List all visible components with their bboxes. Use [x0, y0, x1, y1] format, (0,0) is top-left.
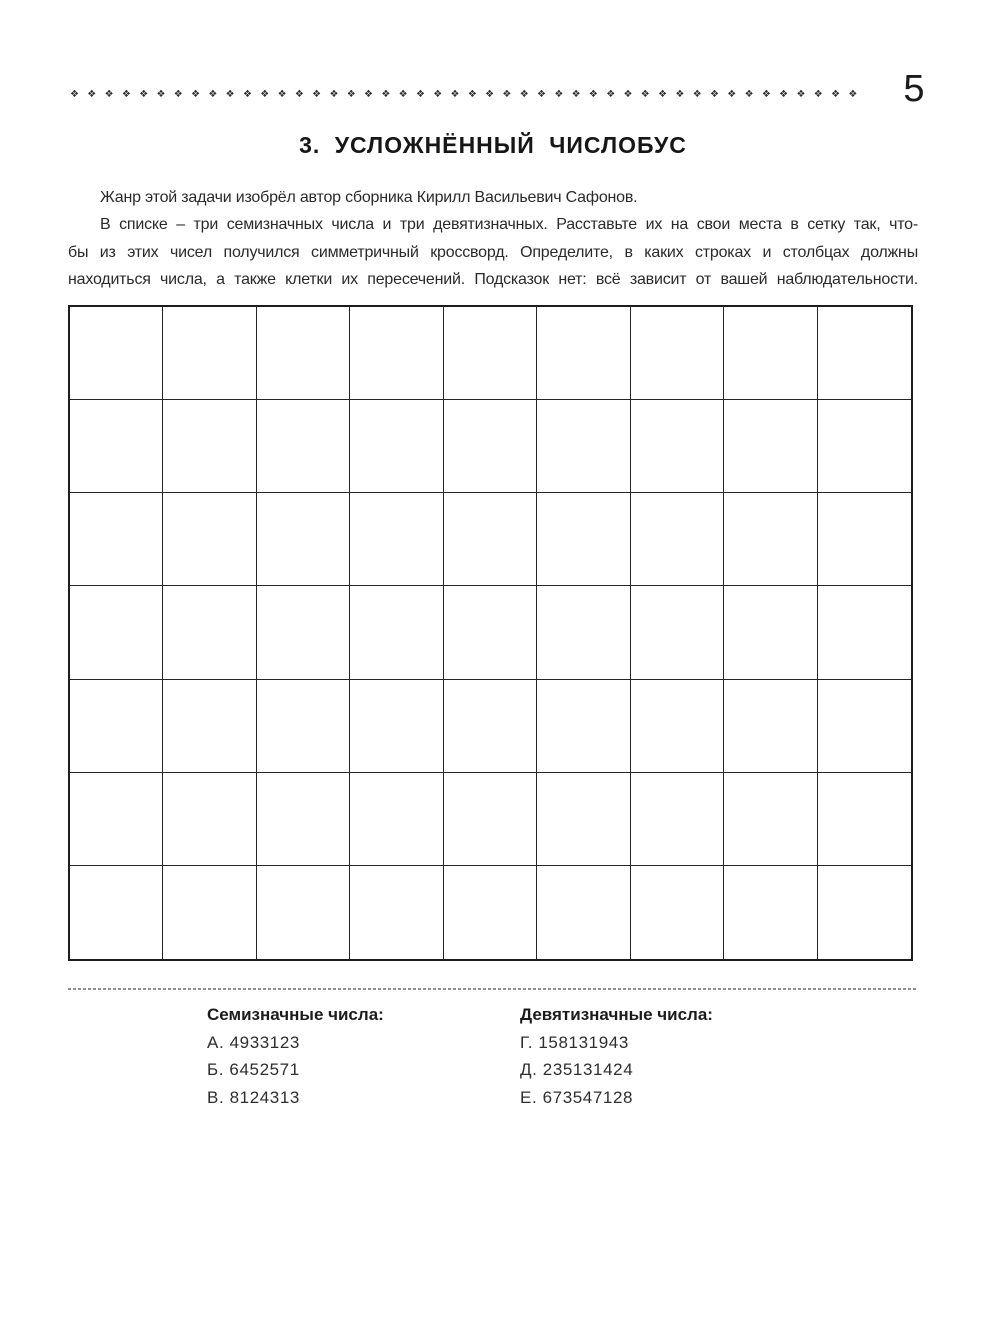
- grid-cell: [724, 307, 817, 400]
- grid-cell: [257, 773, 350, 866]
- intro-paragraph-1: Жанр этой задачи изобрёл автор сборника Кирилл Васильевич Сафонов.: [100, 189, 638, 206]
- diamond-ornament-icon: ❖: [640, 89, 650, 100]
- grid-cell: [724, 866, 817, 959]
- diamond-ornament-icon: ❖: [796, 89, 806, 100]
- grid-cell: [350, 493, 443, 586]
- diamond-ornament-icon: ❖: [70, 89, 79, 100]
- diamond-ornament-icon: ❖: [813, 89, 823, 100]
- diamond-ornament-icon: ❖: [294, 89, 304, 100]
- diamond-ornament-icon: ❖: [623, 89, 633, 100]
- diamond-ornament-icon: ❖: [485, 89, 495, 100]
- grid-cell: [724, 400, 817, 493]
- diamond-ornament-icon: ❖: [537, 89, 546, 100]
- grid-cell: [350, 680, 443, 773]
- diamond-ornament-icon: ❖: [744, 89, 754, 100]
- grid-cell: [257, 586, 350, 679]
- nine-digit-heading: Девятизначные числа:: [520, 1005, 713, 1024]
- diamond-ornament-icon: ❖: [173, 89, 183, 100]
- grid-cell: [70, 680, 163, 773]
- diamond-ornament-icon: ❖: [225, 89, 235, 100]
- list-item: А. 4933123: [207, 1032, 300, 1052]
- puzzle-grid: [68, 305, 913, 961]
- diamond-ornament-icon: ❖: [104, 89, 114, 100]
- grid-cell: [631, 773, 724, 866]
- diamond-ornament-icon: ❖: [121, 89, 131, 100]
- grid-cell: [537, 586, 630, 679]
- diamond-ornament-icon: ❖: [242, 89, 252, 100]
- grid-cell: [257, 400, 350, 493]
- grid-cell: [70, 866, 163, 959]
- diamond-ornament-icon: ❖: [571, 89, 581, 100]
- list-item: Д. 235131424: [520, 1060, 634, 1079]
- grid-cell: [537, 493, 630, 586]
- diamond-ornament-icon: ❖: [312, 89, 322, 100]
- diamond-ornament-icon: ❖: [415, 89, 425, 100]
- grid-cell: [631, 680, 724, 773]
- diamond-ornament-icon: ❖: [848, 89, 858, 100]
- grid-cell: [350, 307, 443, 400]
- diamond-ornament-icon: ❖: [191, 89, 201, 100]
- grid-cell: [818, 680, 911, 773]
- diamond-ornament-icon: ❖: [606, 89, 616, 100]
- intro-paragraph-2-line-3: находиться числа, а также клетки их пересечений. Подсказок нет: всё зависит от вашей наблюдательности.: [68, 271, 918, 289]
- grid-cell: [163, 866, 256, 959]
- diamond-ornament-icon: ❖: [658, 89, 668, 100]
- grid-cell: [163, 680, 256, 773]
- diamond-ornament-icon: ❖: [554, 89, 564, 100]
- grid-cell: [444, 586, 537, 679]
- diamond-ornament-icon: ❖: [675, 89, 685, 100]
- grid-cell: [163, 586, 256, 679]
- grid-cell: [724, 680, 817, 773]
- diamond-ornament-icon: ❖: [364, 89, 374, 100]
- list-item: В. 8124313: [207, 1087, 300, 1107]
- grid-cell: [163, 493, 256, 586]
- diamond-ornament-icon: ❖: [433, 89, 443, 100]
- diamond-ornament-icon: ❖: [779, 89, 789, 100]
- intro-text: [68, 184, 918, 294]
- grid-cell: [818, 400, 911, 493]
- list-item: Е. 673547128: [520, 1087, 634, 1107]
- diamond-ornament-icon: ❖: [692, 89, 702, 100]
- diamond-ornament-icon: ❖: [277, 89, 287, 100]
- diamond-ornament-icon: ❖: [156, 89, 166, 100]
- grid-cell: [631, 586, 724, 679]
- grid-cell: [257, 493, 350, 586]
- grid-cell: [163, 773, 256, 866]
- seven-digit-heading: Семизначные числа:: [207, 1005, 384, 1024]
- page-content: [68, 0, 925, 1335]
- diamond-ornament-icon: ❖: [329, 89, 339, 100]
- ornament-border: [70, 87, 858, 103]
- dotted-separator: [68, 988, 918, 990]
- grid-cell: [444, 773, 537, 866]
- grid-cell: [631, 307, 724, 400]
- diamond-ornament-icon: ❖: [519, 89, 529, 100]
- grid-cell: [631, 400, 724, 493]
- diamond-ornament-icon: ❖: [727, 89, 737, 100]
- grid-cell: [537, 680, 630, 773]
- grid-cell: [350, 400, 443, 493]
- grid-cell: [70, 586, 163, 679]
- grid-cell: [818, 773, 911, 866]
- grid-cell: [537, 400, 630, 493]
- diamond-ornament-icon: ❖: [588, 89, 598, 100]
- grid-cell: [818, 493, 911, 586]
- grid-cell: [444, 866, 537, 959]
- grid-cell: [70, 773, 163, 866]
- grid-cell: [350, 586, 443, 679]
- diamond-ornament-icon: ❖: [381, 89, 391, 100]
- grid-cell: [70, 493, 163, 586]
- intro-paragraph-2-line-2: бы из этих чисел получился симметричный кроссворд. Определите, в каких строках и столбцах должны: [68, 243, 918, 261]
- grid-cell: [631, 493, 724, 586]
- diamond-ornament-icon: ❖: [450, 89, 460, 100]
- grid-cell: [818, 586, 911, 679]
- diamond-ornament-icon: ❖: [709, 89, 719, 100]
- nine-digit-list: [520, 1001, 713, 1111]
- grid-cell: [724, 586, 817, 679]
- grid-cell: [257, 866, 350, 959]
- intro-paragraph-2-line-1: В списке – три семизначных числа и три девятизначных. Расставьте их на свои места в сетку так, что-: [100, 216, 918, 234]
- grid-cell: [537, 773, 630, 866]
- grid-cell: [444, 493, 537, 586]
- page-title: 3. УСЛОЖНЁННЫЙ ЧИСЛОБУС: [299, 132, 687, 158]
- grid-cell: [350, 866, 443, 959]
- grid-cell: [444, 307, 537, 400]
- diamond-ornament-icon: ❖: [208, 89, 218, 100]
- grid-cell: [724, 773, 817, 866]
- diamond-ornament-icon: ❖: [346, 89, 356, 100]
- grid-cell: [444, 680, 537, 773]
- grid-cell: [444, 400, 537, 493]
- grid-cell: [818, 866, 911, 959]
- diamond-ornament-icon: ❖: [761, 89, 771, 100]
- diamond-ornament-icon: ❖: [87, 89, 97, 100]
- grid-cell: [257, 680, 350, 773]
- grid-cell: [350, 773, 443, 866]
- grid-cell: [537, 866, 630, 959]
- grid-cell: [631, 866, 724, 959]
- grid-cell: [70, 400, 163, 493]
- number-lists: [68, 1001, 918, 1121]
- seven-digit-list: [207, 1001, 384, 1111]
- grid-cell: [163, 400, 256, 493]
- list-item: Г. 158131943: [520, 1032, 629, 1052]
- diamond-ornament-icon: ❖: [139, 89, 149, 100]
- grid-cell: [537, 307, 630, 400]
- diamond-ornament-icon: ❖: [467, 89, 477, 100]
- grid-cell: [818, 307, 911, 400]
- diamond-ornament-icon: ❖: [260, 89, 270, 100]
- grid-cell: [257, 307, 350, 400]
- diamond-ornament-icon: ❖: [831, 89, 841, 100]
- page-number: 5: [903, 68, 925, 110]
- diamond-ornament-icon: ❖: [398, 89, 408, 100]
- list-item: Б. 6452571: [207, 1060, 300, 1079]
- grid-cell: [70, 307, 163, 400]
- grid-cell: [724, 493, 817, 586]
- diamond-ornament-icon: ❖: [502, 89, 512, 100]
- grid-cell: [163, 307, 256, 400]
